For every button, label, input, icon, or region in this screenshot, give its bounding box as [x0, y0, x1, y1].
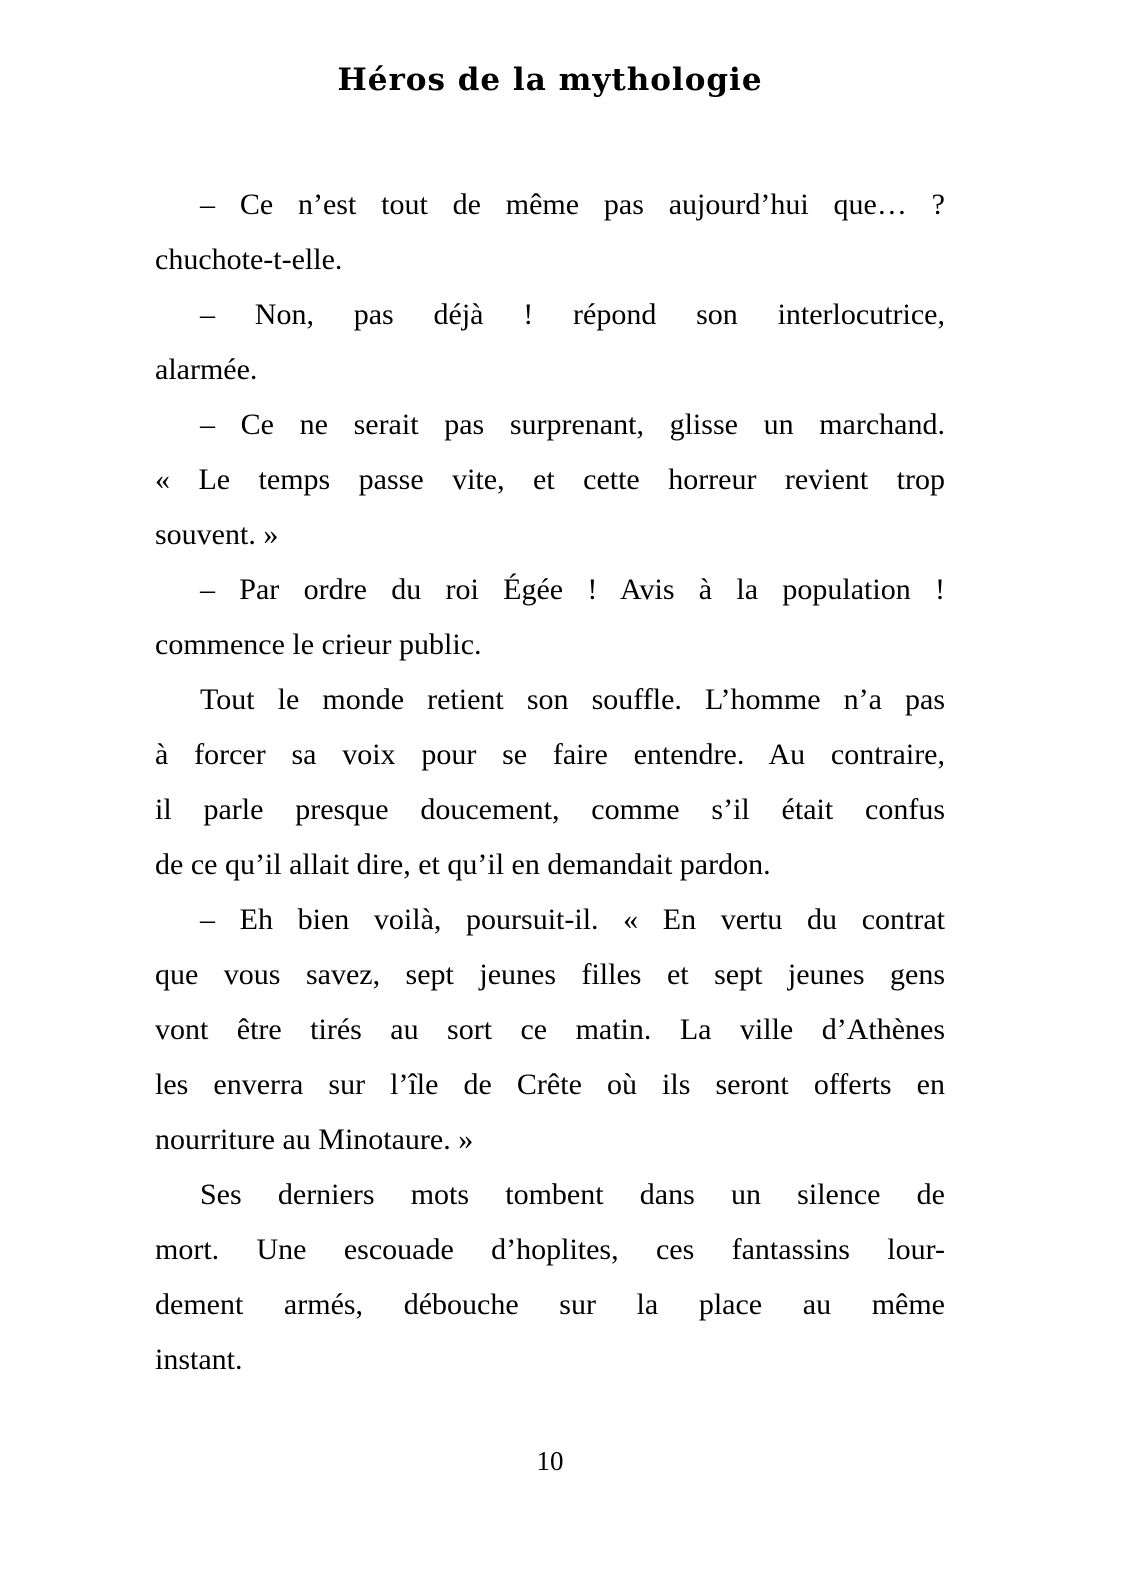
- text-line: vont être tirés au sort ce matin. La ville d’Athènes: [155, 1013, 945, 1046]
- text-line: nourriture au Minotaure. »: [155, 1123, 474, 1156]
- page-number: 10: [536, 1446, 564, 1476]
- text-line: chuchote-t-elle.: [155, 243, 343, 276]
- text-line: – Ce ne serait pas surprenant, glisse un marchand.: [200, 408, 945, 441]
- text-line: mort. Une escouade d’hoplites, ces fantassins lour-: [155, 1233, 945, 1266]
- text-block: [155, 177, 945, 1387]
- text-line: – Ce n’est tout de même pas aujourd’hui que… ?: [200, 188, 945, 221]
- paragraph: [155, 562, 945, 672]
- paragraph: [155, 1167, 945, 1387]
- text-line: que vous savez, sept jeunes filles et sept jeunes gens: [155, 958, 945, 991]
- text-line: à forcer sa voix pour se faire entendre. Au contraire,: [155, 738, 945, 771]
- running-header: Héros de la mythologie: [337, 62, 763, 98]
- paragraph: [155, 287, 945, 397]
- paragraph: [155, 672, 945, 892]
- text-line: Tout le monde retient son souffle. L’homme n’a pas: [200, 683, 945, 716]
- text-line: Ses derniers mots tombent dans un silence de: [200, 1178, 945, 1211]
- text-line: les enverra sur l’île de Crête où ils seront offerts en: [155, 1068, 945, 1101]
- text-line: commence le crieur public.: [155, 628, 482, 661]
- text-line: « Le temps passe vite, et cette horreur revient trop: [155, 463, 945, 496]
- text-line: alarmée.: [155, 353, 258, 386]
- paragraph: [155, 177, 945, 287]
- text-line: dement armés, débouche sur la place au même: [155, 1288, 945, 1321]
- text-line: – Eh bien voilà, poursuit-il. « En vertu du contrat: [200, 903, 945, 936]
- text-line: – Non, pas déjà ! répond son interlocutrice,: [200, 298, 945, 331]
- text-line: instant.: [155, 1343, 243, 1376]
- paragraph: [155, 397, 945, 562]
- text-line: – Par ordre du roi Égée ! Avis à la population !: [200, 573, 945, 606]
- paragraph: [155, 892, 945, 1167]
- text-line: il parle presque doucement, comme s’il était confus: [155, 793, 945, 826]
- text-line: de ce qu’il allait dire, et qu’il en demandait pardon.: [155, 848, 771, 881]
- text-line: souvent. »: [155, 518, 279, 551]
